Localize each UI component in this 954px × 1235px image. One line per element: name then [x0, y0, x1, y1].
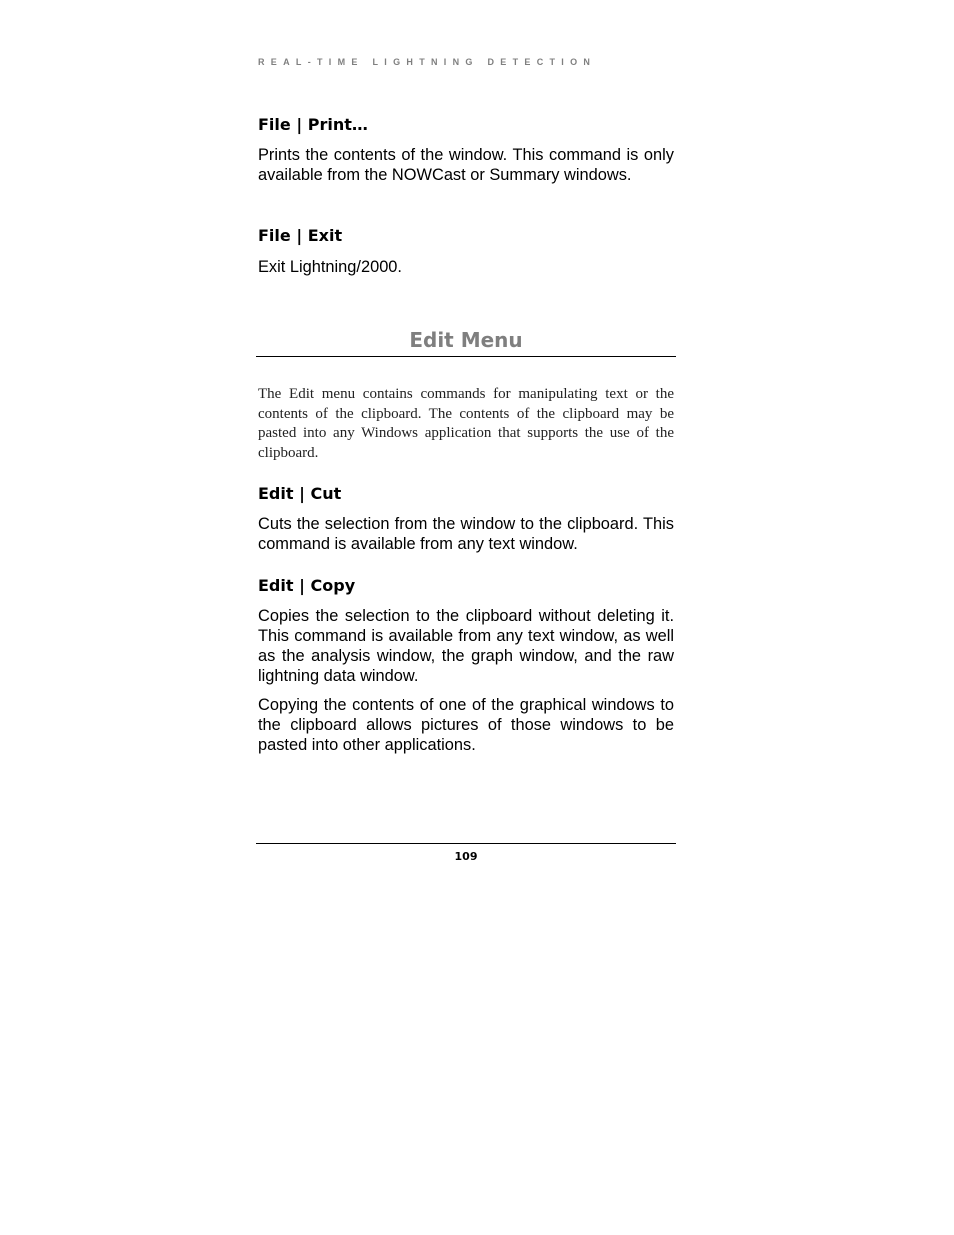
file-exit-description: Exit Lightning/2000. — [258, 258, 402, 276]
file-print-description: Prints the contents of the window. This command is only available from the NOWCast or Summary windows. — [258, 146, 674, 184]
edit-cut-description: Cuts the selection from the window to the clipboard. This command is available from any text window. — [258, 515, 674, 553]
running-header: REAL-TIME LIGHTNING DETECTION — [258, 57, 597, 67]
heading-file-exit: File | Exit — [258, 226, 343, 245]
edit-copy-description: Copies the selection to the clipboard without deleting it. This command is available from any text window, as well as the analysis window, the graph window, and the raw lightning data window. — [258, 607, 674, 685]
page-number: 109 — [454, 850, 478, 863]
heading-edit-copy: Edit | Copy — [258, 576, 356, 595]
footer-divider — [256, 843, 676, 844]
edit-copy-graphics-note: Copying the contents of one of the graphical windows to the clipboard allows pictures of those windows to be pasted into other applications. — [258, 696, 674, 754]
section-divider — [256, 356, 676, 357]
heading-file-print: File | Print… — [258, 115, 368, 134]
section-title-edit-menu: Edit Menu — [409, 328, 523, 352]
edit-menu-intro: The Edit menu contains commands for manipulating text or the contents of the clipboard. The contents of the clipboard may be pasted into any Windows application that supports the use of the clipboard. — [258, 386, 674, 461]
heading-edit-cut: Edit | Cut — [258, 484, 342, 503]
